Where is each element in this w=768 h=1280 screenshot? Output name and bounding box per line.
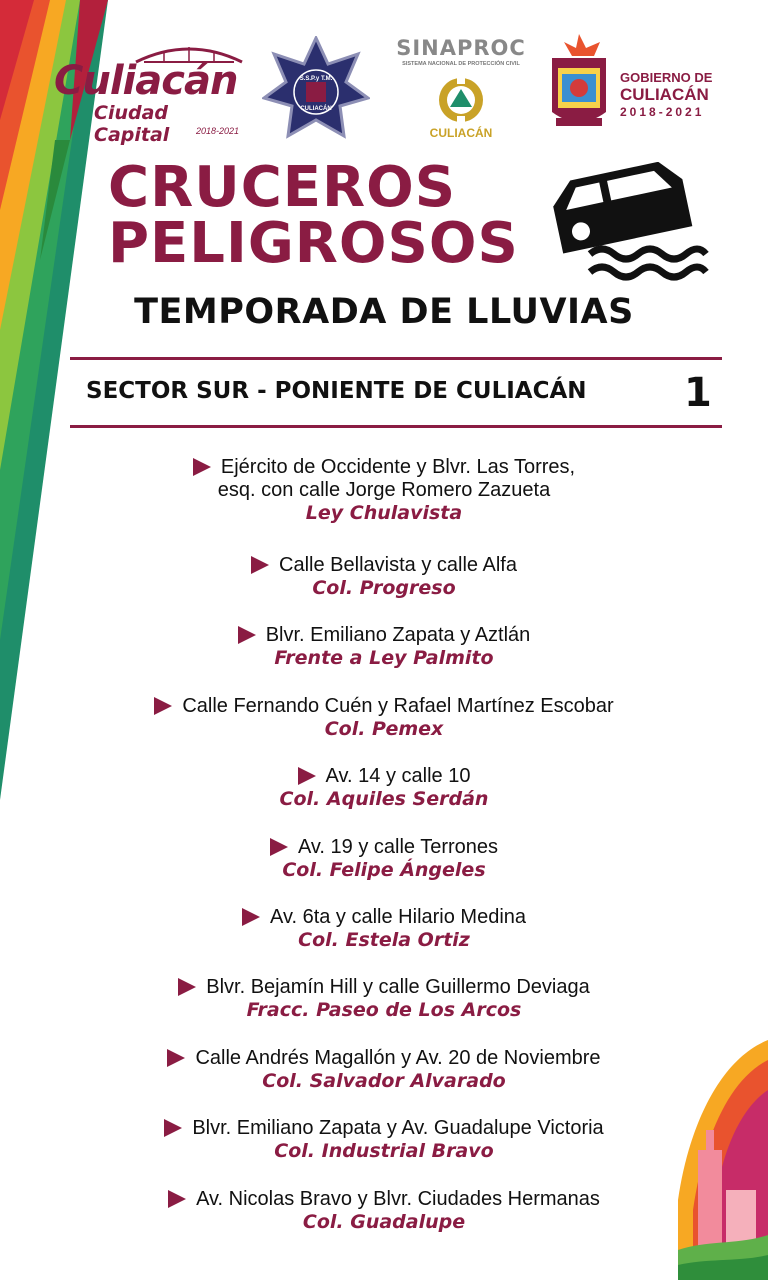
culiacan-wordmark: Culiacán bbox=[54, 58, 238, 104]
street-label: Calle Bellavista y calle Alfa bbox=[279, 554, 517, 576]
list-item bbox=[0, 554, 768, 624]
headline-line2: PELIGROSOS bbox=[108, 211, 519, 276]
police-badge-logo bbox=[262, 36, 370, 144]
arrow-right-icon bbox=[298, 767, 316, 785]
police-star-icon bbox=[262, 36, 370, 144]
crossings-list bbox=[0, 456, 768, 1258]
divider-top bbox=[70, 357, 722, 360]
flooded-car-icon bbox=[540, 162, 710, 282]
sinaproc-logo bbox=[385, 36, 537, 146]
sector-number: 1 bbox=[684, 370, 712, 416]
arrow-right-icon bbox=[251, 556, 269, 574]
police-badge-bottom-text: CULIACÁN bbox=[300, 106, 332, 112]
arrow-right-icon bbox=[168, 1190, 186, 1208]
colonia-label: Ley Chulavista bbox=[305, 502, 463, 524]
list-item bbox=[0, 624, 768, 694]
street-label: Blvr. Emiliano Zapata y Av. Guadalupe Victoria bbox=[192, 1117, 604, 1140]
list-item bbox=[0, 765, 768, 835]
street-label: Blvr. Emiliano Zapata y Aztlán bbox=[265, 624, 531, 647]
colonia-label: Col. Salvador Alvarado bbox=[262, 1069, 506, 1092]
arrow-right-icon bbox=[270, 838, 288, 856]
street-label: Av. 14 y calle 10 bbox=[325, 765, 471, 788]
colonia-label: Frente a Ley Palmito bbox=[274, 647, 494, 670]
colonia-label: Fracc. Paseo de Los Arcos bbox=[246, 999, 522, 1022]
police-badge-top-text: S.S.P.y T.M. bbox=[299, 76, 333, 82]
sinaproc-city: CULIACÁN bbox=[429, 126, 493, 140]
arrow-right-icon bbox=[164, 1119, 182, 1137]
divider-bottom bbox=[70, 425, 722, 428]
street-label: Av. Nicolas Bravo y Blvr. Ciudades Hermanas bbox=[196, 1187, 600, 1210]
list-item bbox=[0, 976, 768, 1046]
culiacan-years: 2018-2021 bbox=[196, 126, 240, 136]
arrow-right-icon bbox=[154, 697, 172, 715]
colonia-label: Col. Progreso bbox=[312, 577, 456, 599]
street-label: Calle Fernando Cuén y Rafael Martínez Escobar bbox=[182, 694, 614, 717]
gobierno-line1: GOBIERNO DE bbox=[620, 70, 713, 85]
colonia-label: Col. Felipe Ángeles bbox=[282, 858, 486, 881]
culiacan-coat-of-arms-icon bbox=[548, 34, 610, 134]
street-label: Blvr. Bejamín Hill y calle Guillermo Deviaga bbox=[206, 976, 590, 999]
gobierno-line2: CULIACÁN bbox=[620, 85, 709, 104]
list-item bbox=[0, 1188, 768, 1258]
colonia-label: Col. Pemex bbox=[324, 717, 444, 740]
arrow-right-icon bbox=[167, 1049, 185, 1067]
list-item bbox=[0, 456, 768, 554]
sinaproc-title: SINAPROC bbox=[396, 36, 526, 60]
sinaproc-subtitle: SISTEMA NACIONAL DE PROTECCIÓN CIVIL bbox=[402, 61, 520, 67]
street-label: Calle Andrés Magallón y Av. 20 de Noviembre bbox=[195, 1046, 601, 1069]
street-line2: esq. con calle Jorge Romero Zazueta bbox=[217, 479, 551, 501]
culiacan-ciudad-capital-logo bbox=[24, 40, 244, 146]
civil-protection-emblem-icon bbox=[435, 76, 487, 124]
list-item bbox=[0, 836, 768, 906]
street-label: Av. 6ta y calle Hilario Medina bbox=[269, 905, 527, 928]
street-label: Av. 19 y calle Terrones bbox=[297, 835, 499, 858]
arrow-right-icon bbox=[178, 978, 196, 996]
colonia-label: Col. Guadalupe bbox=[302, 1210, 466, 1233]
sector-label: SECTOR SUR - PONIENTE DE CULIACÁN bbox=[86, 378, 587, 404]
colonia-label: Col. Estela Ortiz bbox=[298, 928, 470, 951]
list-item bbox=[0, 695, 768, 765]
arrow-right-icon bbox=[238, 626, 256, 644]
list-item bbox=[0, 906, 768, 976]
ciudad-capital-text: Ciudad Capital bbox=[94, 102, 170, 146]
list-item bbox=[0, 1047, 768, 1117]
colonia-label: Col. Industrial Bravo bbox=[274, 1140, 494, 1163]
list-item bbox=[0, 1117, 768, 1187]
gobierno-culiacan-logo bbox=[548, 34, 748, 134]
headline bbox=[108, 155, 528, 276]
gobierno-line3: 2018-2021 bbox=[620, 105, 705, 119]
street-line1: Ejército de Occidente y Blvr. Las Torres, bbox=[220, 456, 576, 478]
colonia-label: Col. Aquiles Serdán bbox=[279, 788, 489, 811]
arrow-right-icon bbox=[193, 458, 211, 476]
headline-line1: CRUCEROS bbox=[108, 155, 457, 220]
season-subtitle: TEMPORADA DE LLUVIAS bbox=[134, 292, 634, 332]
arrow-right-icon bbox=[242, 908, 260, 926]
